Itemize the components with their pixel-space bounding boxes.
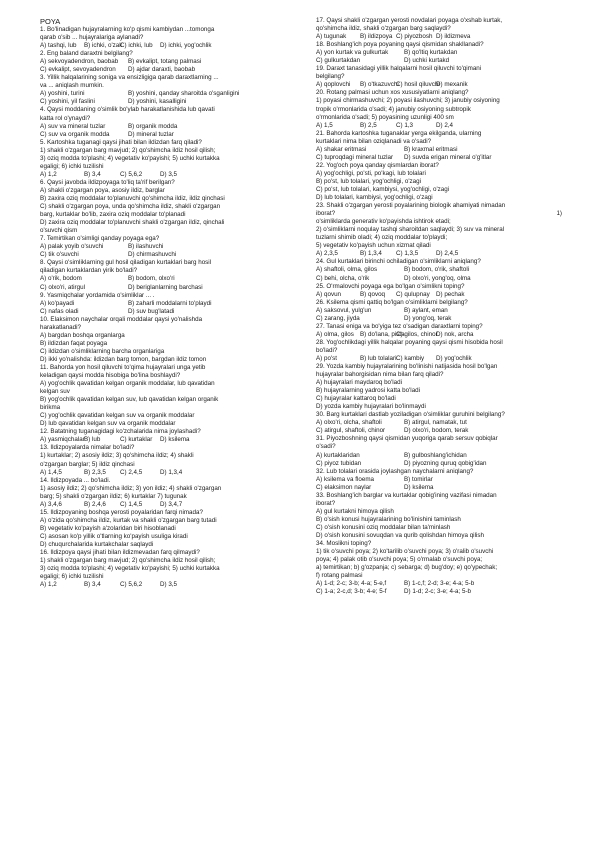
answer-option: D) pechak	[436, 290, 465, 298]
question-text: 17. Qaysi shakli o'zgargan yerosti novdalari poyaga o'xshab kurtak,	[316, 17, 503, 24]
answer-option: D) piyozning quruq qobig'idan	[404, 459, 487, 467]
text-line: D) o'sish konusini sovuqdan va qurib qolishdan himoya qilish	[316, 532, 484, 539]
answer-options-row	[316, 452, 562, 460]
text-line: B) o'sish konusi hujayralarining bo'linishini taminlash	[316, 515, 461, 523]
answer-option: B) 1-c,f; 2-d; 3-e; 4-a; 5-b	[404, 580, 475, 588]
text-line: 1) shakli o'zgargan barg mavjud; 2) qo'shimcha ildiz hosil qilish;	[40, 557, 216, 565]
answer-options-row	[316, 275, 562, 283]
answer-options-row	[40, 243, 302, 251]
answer-options-row	[316, 291, 562, 299]
answer-options-row	[40, 284, 302, 292]
answer-options-row	[40, 469, 302, 477]
answer-option: C) elaksimon naylar	[316, 483, 372, 491]
answer-option: C) 1,3,5	[396, 250, 419, 258]
question-text: 16. Ildizpoya qaysi jihati bilan ildizmevadan farq qilmaydi?	[40, 549, 200, 557]
left-column	[40, 17, 302, 589]
answer-option: C) piyoz tubidan	[316, 459, 362, 467]
text-line: katta rol o'ynaydi?	[40, 114, 91, 122]
answer-option: iborat?	[316, 210, 336, 218]
answer-option: C) behi, olcha, o'rik	[316, 274, 370, 282]
answer-option: A) yoshini, turini	[40, 90, 85, 98]
answer-option: C) suv va organik modda	[40, 130, 110, 138]
text-line: poya; 4) palak otib o'suvchi poya; 5) o'rmalab o'suvchi poya;	[316, 556, 483, 564]
answer-option: A) shaftoli, olma, gilos	[316, 266, 378, 274]
question-text: 2. Eng baland daraxtni belgilang?	[40, 50, 133, 58]
text-line: D) yozda kambiy hujayralari bo'linmaydi	[316, 403, 426, 411]
answer-option: C) 1,4,5	[120, 500, 143, 508]
answer-options-row	[316, 250, 562, 258]
text-line: A) o'zida qo'shimcha ildiz, kurtak va shakli o'zgargan barg tutadi	[40, 516, 217, 524]
answer-options-row	[40, 90, 302, 98]
answer-options-row	[40, 131, 302, 139]
answer-option: A) 1,2	[40, 170, 57, 178]
answer-option: D) 1-d; 2-c; 3-e; 4-a; 5-b	[404, 588, 472, 596]
question-text: 9. Yasmiqchalar yordamida o'simliklar ... .	[40, 291, 155, 299]
answer-option: B) 2,3,5	[84, 468, 106, 476]
question-text: 28. Yog'ochlikdagi yillik halqalar poyaning qaysi qismi hisobida hosil	[316, 338, 503, 346]
text-line: kelgan suv	[40, 388, 70, 396]
answer-option: B) lub tolalari	[360, 354, 397, 362]
answer-options-row	[316, 122, 562, 130]
answer-option: B) atirgul, namatak, tut	[404, 419, 467, 427]
question-text: 22. Yog'och poya qanday qismlardan iborat?	[316, 161, 439, 169]
answer-option: C) 1,3	[396, 121, 414, 129]
answer-option: B) kraxmal eritmasi	[404, 145, 458, 153]
answer-options-row	[316, 580, 562, 588]
answer-option: A) 2,3,5	[316, 250, 338, 258]
answer-option: A) 1,2	[40, 581, 57, 589]
answer-option: D) yog'ochlik	[436, 354, 472, 362]
text-line: qo'shimcha ildiz, shakli o'zgargan barg saqlaydi?	[316, 25, 451, 33]
answer-option: C) gulkurtakdan	[316, 57, 361, 65]
text-line: o'rmonlarida o'sadi; 5) poyasining uzunligi 400 sm	[316, 113, 454, 121]
answer-options-row	[316, 427, 562, 435]
answer-options-row	[316, 154, 562, 162]
text-line: 1) shakli o'zgargan barg mavjud; 2) qo'shimcha ildiz hosil qilish;	[40, 146, 216, 154]
answer-option: B) 2,5	[360, 121, 377, 129]
text-line: 1) asosiy ildiz; 2) qo'shimcha ildiz; 3) yon ildiz; 4) shakli o'zgargan	[40, 484, 222, 492]
text-line: o'sadi?	[316, 443, 336, 451]
question-text: 4. Qaysi moddaning o'simlik bo'ylab harakatlanishida lub qavati	[40, 106, 215, 114]
text-line: tropik o'rmonlarida o'sadi; 4) janubiy osiyoning subtropik	[316, 105, 471, 113]
answer-option: A) olxo'ri, olcha, shaftoli	[316, 419, 382, 427]
text-line: belgilang?	[316, 73, 345, 81]
question-text: 30. Barg kurtaklari dastlab yoziladigan o'simliklar guruhini belgilang?	[316, 411, 505, 419]
answer-option: B) 2,4,6	[84, 500, 106, 508]
text-line: o'simliklarda generativ ko'payishda ishtirok etadi;	[316, 218, 451, 226]
question-text: 14. Ildizpoyada ... bo'ladi.	[40, 476, 111, 484]
text-line: D) lub qavatidan kelgan suv va organik moddalar	[40, 420, 176, 428]
text-line: birikma	[40, 404, 61, 412]
question-text: 15. Ildizpoyaning boshqa yerosti poyalaridan farqi nimada?	[40, 508, 203, 516]
text-line: bo'ladi?	[316, 346, 338, 354]
answer-option: D) ajdar daraxti, baobab	[128, 66, 196, 74]
answer-option: D) 1,3,4	[160, 468, 183, 476]
answer-option: A) saksovul, yulg'un	[316, 306, 372, 314]
question-text: 21. Bahorda kartoshka tuganaklar yerga ekilganda, ularning	[316, 129, 482, 137]
answer-option: D) 2,4,5	[436, 250, 459, 258]
answer-option: A) qovun	[316, 290, 342, 298]
answer-option: A) yon kurtak va gulkurtak	[316, 49, 389, 57]
answer-option: D) yoshini, kasalligini	[128, 98, 187, 106]
answer-option: C) qulupnay	[396, 290, 430, 298]
answer-options-row	[316, 476, 562, 484]
answer-options-row	[316, 307, 562, 315]
text-line: D) ikki yo'nalishda: ildizdan barg tomon, bargdan ildiz tomon	[40, 355, 207, 363]
text-line: egaligi; 6) ichki tuzilishi	[40, 573, 104, 581]
answer-option: C) tik o'suvchi	[40, 251, 79, 259]
text-line: A) gul kurtakni himoya qilish	[316, 507, 394, 515]
answer-options-row	[40, 171, 302, 179]
answer-option: D) nok, archa	[436, 330, 474, 338]
text-line: B) ildizdan faqat poyaga	[40, 339, 108, 347]
answer-option: A) po'st	[316, 354, 337, 362]
answer-options-row	[316, 331, 562, 339]
text-line: harakatlanadi?	[40, 323, 82, 331]
text-line: A) shakli o'zgargan poya, asosiy ildiz, barglar	[40, 186, 165, 194]
answer-option: B) evkalipt, totang palmasi	[128, 58, 202, 66]
text-line: C) yog'ochlik qavatidan kelgan suv va organik moddalar	[40, 412, 195, 420]
question-text: 29. Yozda kambiy hujayralarining bo'linishi natijasida hosil bo'lgan	[316, 363, 498, 371]
answer-option: B) zaharli moddalarni to'playdi	[128, 299, 212, 307]
answer-options-row	[316, 33, 562, 41]
answer-option: C) yoshini, yil faslini	[40, 98, 95, 106]
text-line: 5) vegetativ ko'payish uchun xizmat qiladi	[316, 242, 431, 250]
answer-option: D) ichki, yog'ochlik	[160, 42, 212, 50]
question-text: 7. Temirtikan o'simligi qanday poyaga ega?	[40, 235, 160, 243]
answer-options-row	[40, 98, 302, 106]
question-text: 5. Kartoshka tuganagi qaysi jihati bilan ildizdan farq qiladi?	[40, 138, 202, 146]
text-line: keladigan qaysi modda hisobiga bo'lina boshlaydi?	[40, 372, 181, 380]
answer-option: C) 2,4,5	[120, 468, 143, 476]
answer-option: A) qoplovchi	[316, 81, 351, 89]
answer-options-row	[40, 123, 302, 131]
answer-option: B) ichki, o'zak	[84, 42, 123, 50]
answer-options-row	[40, 300, 302, 308]
text-line: hujayralar bahorgisidan nima bilan farq qiladi?	[316, 371, 444, 379]
answer-option: A) 3,4,6	[40, 500, 62, 508]
question-text: 24. Gul kurtaklari birinchi ochiladigan o'simliklarni aniqlang?	[316, 258, 481, 266]
answer-option: D) ksilema	[160, 436, 190, 444]
answer-option: B) tomirlar	[404, 475, 433, 483]
answer-options-row	[316, 419, 562, 427]
answer-option: D) 3,5	[160, 170, 178, 178]
answer-option: D) olxo'ri, bodom, terak	[404, 427, 469, 435]
question-text: 27. Tanasi eniga va bo'yiga tez o'sadigan daraxtlarni toping?	[316, 322, 483, 330]
text-line: o'suvchi qism	[40, 227, 78, 235]
question-text: 10. Elaksimon naychalar orqali moddalar qaysi yo'nalishda	[40, 315, 203, 323]
answer-option: B) ildizpoya	[360, 33, 393, 41]
question-text: 23. Shakli o'zgargan yerosti poyalarining biologik ahamiyati nimadan	[316, 202, 506, 210]
question-text: 19. Daraxt tanasidagi yillik halqalarni hosil qiluvchi to'qimani	[316, 65, 482, 73]
answer-option: B) o'tkazuvchi	[360, 81, 399, 89]
answer-option: B) 3,4	[84, 170, 101, 178]
text-line: D) lub tolalari, kambiysi, yog'ochligi, o'zagi	[316, 194, 433, 202]
answer-option: A) ko'payadi	[40, 299, 75, 307]
answer-options-row	[316, 266, 562, 274]
answer-option: A) tugunak	[316, 33, 347, 41]
question-text: 32. Lub tolalari orasida joylashgan naychalarni aniqlang?	[316, 467, 474, 475]
answer-options-row	[40, 275, 302, 283]
text-line: egaligi; 6) ichki tuzilishi	[40, 162, 104, 170]
answer-options-row	[316, 460, 562, 468]
answer-option: A) 1-d; 2-c; 3-b; 4-a; 5-e,f	[316, 580, 387, 588]
answer-option: D) mexanik	[436, 81, 468, 89]
answer-option: C) olxo'ri, atirgul	[40, 283, 85, 291]
answer-option: C) 1-a; 2-c,d; 3-b; 4-e; 5-f	[316, 588, 387, 596]
answer-option: B) yoshini, qanday sharoitda o'sganligini	[128, 90, 240, 98]
text-line: 2) o'simliklarni noqulay tashqi sharoitdan saqlaydi; 3) suv va mineral	[316, 226, 505, 234]
answer-option: A) sekvoyadendron, baobab	[40, 58, 119, 66]
answer-option: D) 2,4	[436, 121, 454, 129]
text-line: qiladigan kurtaklardan yirik bo'ladi?	[40, 267, 138, 275]
text-line: C) ildizdan o'simliklarning barcha organlariga	[40, 347, 165, 355]
question-text: 1. Bo'linadigan hujayralarning ko'p qismi kambiydan ...tomonga	[40, 26, 215, 33]
answer-option: C) zarang, jiyda	[316, 314, 360, 322]
answer-options-row	[316, 57, 562, 65]
answer-options-row	[40, 66, 302, 74]
answer-option: A) suv va mineral tuzlar	[40, 122, 106, 130]
text-line: C) hujayralar kattaroq bo'ladi	[316, 395, 396, 403]
answer-option: B) gulboshlang'ichidan	[404, 451, 467, 459]
answer-option: B) 3,4	[84, 581, 101, 589]
text-line: C) asosan ko'p yillik o'tlarning ko'payish usuliga kiradi	[40, 532, 188, 540]
question-text: 8. Qaysi o'simliklarning gul hosil qiladigan kurtaklari barg hosil	[40, 259, 212, 267]
answer-option: A) shakar eritmasi	[316, 145, 367, 153]
answer-option: C) ichki, lub	[120, 42, 153, 50]
text-line: B) vegetativ ko'payish a'zolaridan biri hisoblanadi	[40, 524, 176, 532]
page-title: POYA	[40, 17, 61, 26]
question-text: 34. Moslikni toping?	[316, 540, 372, 548]
answer-option: A) 1,5	[316, 121, 333, 129]
answer-option: B) qo'ltiq kurtakdan	[404, 49, 458, 57]
answer-option: B) lub	[84, 436, 101, 444]
answer-option: B) ilashuvchi	[128, 243, 164, 251]
text-line: a) temirtikan; b) g'ozpanja; c) sebarga; d) bug'doy; e) qo'ypechak;	[316, 564, 498, 572]
answer-option: C) hosil qiluvchi	[396, 81, 440, 89]
question-text: 26. Ksilema qismi qattiq bo'lgan o'simliklarni belgilang?	[316, 298, 468, 306]
question-text: 13. Ildizpoyalarda nimalar bo'ladi?	[40, 444, 135, 452]
answer-option: A) olma, gilos	[316, 330, 354, 338]
answer-options-row	[40, 436, 302, 444]
text-line: va ... aniqlash mumkin.	[40, 82, 104, 90]
answer-option: D) mineral tuzlar	[128, 130, 174, 138]
answer-options-row	[316, 315, 562, 323]
answer-option: D) olxo'ri, yong'oq, olma	[404, 274, 471, 282]
answer-option: B) organik modda	[128, 122, 178, 130]
text-line: 1) tik o'suvchi poya; 2) ko'tarilib o'suvchi poya; 3) o'ralib o'suvchi	[316, 548, 494, 556]
answer-option: D) 3,5	[160, 581, 178, 589]
text-line: barg; 5) shakli o'zgargan ildiz; 6) kurtaklar 7) tugunak	[40, 492, 187, 500]
text-line: A) hujayralari maydaroq bo'ladi	[316, 379, 402, 387]
answer-option: C) piyozbosh	[396, 33, 433, 41]
answer-option: C) 5,6,2	[120, 581, 143, 589]
answer-options-row	[40, 308, 302, 316]
text-line: f) rotang palmasi	[316, 572, 363, 580]
answer-option: B) bodom, olxo'ri	[128, 275, 175, 283]
answer-option: D) suv bug'latadi	[128, 307, 175, 315]
text-line: C) o'sish konusini oziq moddalar bilan ta'minlash	[316, 523, 451, 531]
answer-options-row	[40, 58, 302, 66]
text-line: 1) kurtaklar; 2) asosiy ildiz; 3) qo'shimcha ildiz; 4) shakli	[40, 452, 194, 460]
answer-options-row	[316, 146, 562, 154]
text-line: B) po'st, lub tolalari, yog'ochligi, o'zagi	[316, 177, 422, 185]
text-line: tuzlarni shimib oladi; 4) oziq moddalar to'playdi;	[316, 234, 448, 242]
answer-option: D) chirmashuvchi	[128, 251, 177, 259]
text-line: A) bargdan boshqa organlarga	[40, 331, 125, 339]
text-line: o'zgargan barglar; 5) ildiz qinchasi	[40, 460, 135, 468]
answer-option: C) kurtaklar	[120, 436, 153, 444]
text-line: A) yog'ochlik qavatidan kelgan organik moddalar, lub qavatidan	[40, 380, 215, 388]
text-line: 1) poyasi chirmashuvchi; 2) poyasi ilashuvchi; 3) janubiy osiyoning	[316, 97, 500, 105]
answer-option: B) bodom, o'rik, shaftoli	[404, 266, 470, 274]
question-text: 33. Boshlang'ich barglar va kurtaklar qobig'ining vazifasi nimadan	[316, 491, 497, 499]
text-line: C) po'st, lub tolalari, kambiysi, yog'ochligi, o'zagi	[316, 185, 450, 193]
answer-option: B) aylant, eman	[404, 306, 448, 314]
question-text: 12. Batatning tuganagidagi ko'zchalarida nima joylashadi?	[40, 428, 201, 436]
answer-option: A) 1,4,5	[40, 468, 62, 476]
answer-options-row	[40, 581, 302, 589]
question-text: 6. Qaysi javobda ildizpoyaga to'liq ta'rif berilgan?	[40, 178, 175, 186]
answer-options-row	[316, 81, 562, 89]
answer-option: C) gilos, chinor	[396, 330, 438, 338]
question-text: 3. Yillik halqalarining soniga va ensizligiga qarab daraxtlarning ...	[40, 74, 219, 82]
answer-options-row	[40, 42, 302, 50]
answer-option: A) kurtaklaridan	[316, 451, 360, 459]
answer-option: A) palak yoyib o'suvchi	[40, 243, 104, 251]
answer-option: C) tuproqdagi mineral tuzlar	[316, 153, 394, 161]
answer-option: A) o'rik, bodom	[40, 275, 82, 283]
answer-option: A) ksilema va floema	[316, 475, 375, 483]
answer-options-row	[316, 49, 562, 57]
answer-options-row	[316, 355, 562, 363]
answer-option: D) suvda erigan mineral o'g'itlar	[404, 153, 492, 161]
answer-option: D) 3,4,7	[160, 500, 183, 508]
answer-options-row	[316, 588, 562, 596]
answer-option: B) qovoq	[360, 290, 386, 298]
answer-option: 1)	[556, 210, 562, 218]
answer-option: C) 5,6,2	[120, 170, 143, 178]
text-line: D) chuqurchalarida kurtakchalar saqlaydi	[40, 541, 154, 548]
answer-option: D) ildizmeva	[436, 33, 471, 41]
answer-option: B) 1,3,4	[360, 250, 382, 258]
text-line: C) shakli o'zgargan poya, unda qo'shimcha ildiz, shakli o'zgargan	[40, 203, 221, 211]
answer-option: C) evkalipt, sevoyadendron	[40, 66, 116, 74]
question-text: 18. Boshlang'ich poya poyaning qaysi qismidan shakllanadi?	[316, 41, 484, 49]
text-line: kurtaklari nima bilan oziqlanadi va o'sadi?	[316, 137, 432, 145]
answer-option: D) ksilema	[404, 483, 434, 491]
answer-option: D) uchki kurtakd	[404, 57, 450, 65]
answer-options-row	[316, 484, 562, 492]
text-line: B) yog'ochlik qavatidan kelgan suv, lub qavatidan kelgan organik	[40, 396, 219, 404]
text-line: A) yog'ochligi, po'sti, po'kagi, lub tolalari	[316, 169, 426, 177]
right-column	[316, 17, 562, 596]
answer-option: D) beriglanlarning barchasi	[128, 283, 203, 291]
text-line: B) hujayralarning yadrosi katta bo'ladi	[316, 387, 421, 395]
answer-option: B) do'lana, pista	[360, 330, 405, 338]
answer-option: C) kambiy	[396, 354, 425, 362]
question-line	[316, 210, 562, 218]
text-line: 3) oziq modda to'plashi; 4) vegetativ ko'payishi; 5) uchki kurtakka	[40, 565, 220, 573]
question-text: 11. Bahorda yon hosil qiluvchi to'qima hujayralari unga yetib	[40, 363, 206, 371]
question-text: 25. O'rmalovchi poyaga ega bo'lgan o'simlikni toping?	[316, 282, 465, 290]
text-line: B) zaxira oziq moddalar to'planuvchi qo'shimcha ildiz, ildiz qinchasi	[40, 194, 225, 202]
answer-options-row	[40, 501, 302, 509]
text-line: iborat?	[316, 499, 336, 507]
answer-option: A) tashqi, lub	[40, 42, 77, 50]
answer-options-row	[40, 251, 302, 259]
answer-option: C) atirgul, shaftoli, chinor	[316, 427, 386, 435]
text-line: D) zaxira oziq moddalar to'planuvchi shakli o'zgargan ildiz, qinchali	[40, 219, 225, 227]
answer-option: C) nafas oladi	[40, 307, 79, 315]
question-text: 31. Piyozboshning qaysi qismidan yuqoriga qarab sersuv qobiqlar	[316, 435, 498, 443]
answer-option: A) yasmiqchalar	[40, 436, 85, 444]
text-line: barg, kurtaklar bo'lib, zaxira oziq moddalar to'planadi	[40, 211, 186, 219]
question-text: 20. Rotang palmasi uchun xos xususiyatlarni aniqlang?	[316, 89, 469, 97]
text-line: 3) oziq modda to'plashi; 4) vegetativ ko'payishi; 5) uchki kurtakka	[40, 154, 220, 162]
answer-option: D) yong'oq, terak	[404, 314, 452, 322]
text-line: qarab o'sib ... hujayralariga aylanadi?	[40, 34, 144, 42]
